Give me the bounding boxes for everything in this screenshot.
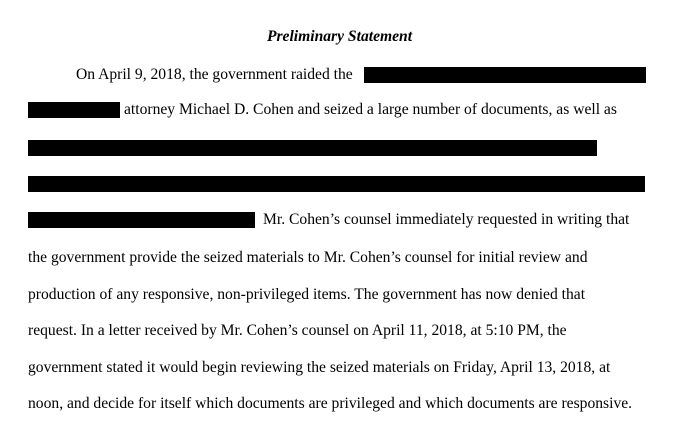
redaction-block-4 (28, 176, 645, 192)
paragraph-line-6: the government provide the seized materials to Mr. Cohen’s counsel for initial review and (28, 249, 588, 266)
redaction-block-1 (364, 67, 646, 83)
redaction-block-2 (28, 102, 120, 118)
paragraph-line-10: noon, and decide for itself which documents are privileged and which documents are responsive. (28, 395, 633, 412)
paragraph-line-5: Mr. Cohen’s counsel immediately requested in writing that (263, 211, 630, 228)
paragraph-line-7: production of any responsive, non-privileged items. The government has now denied that (28, 286, 586, 303)
redaction-block-5 (28, 212, 255, 228)
section-heading: Preliminary Statement (266, 28, 413, 45)
paragraph-line-9: government stated it would begin reviewing the seized materials on Friday, April 13, 2018, at (28, 359, 611, 376)
paragraph-line-8: request. In a letter received by Mr. Cohen’s counsel on April 11, 2018, at 5:10 PM, the (28, 322, 567, 339)
redaction-block-3 (28, 140, 597, 156)
paragraph-line-2: attorney Michael D. Cohen and seized a large number of documents, as well as (124, 101, 617, 118)
paragraph-line-1: On April 9, 2018, the government raided the (76, 66, 353, 83)
